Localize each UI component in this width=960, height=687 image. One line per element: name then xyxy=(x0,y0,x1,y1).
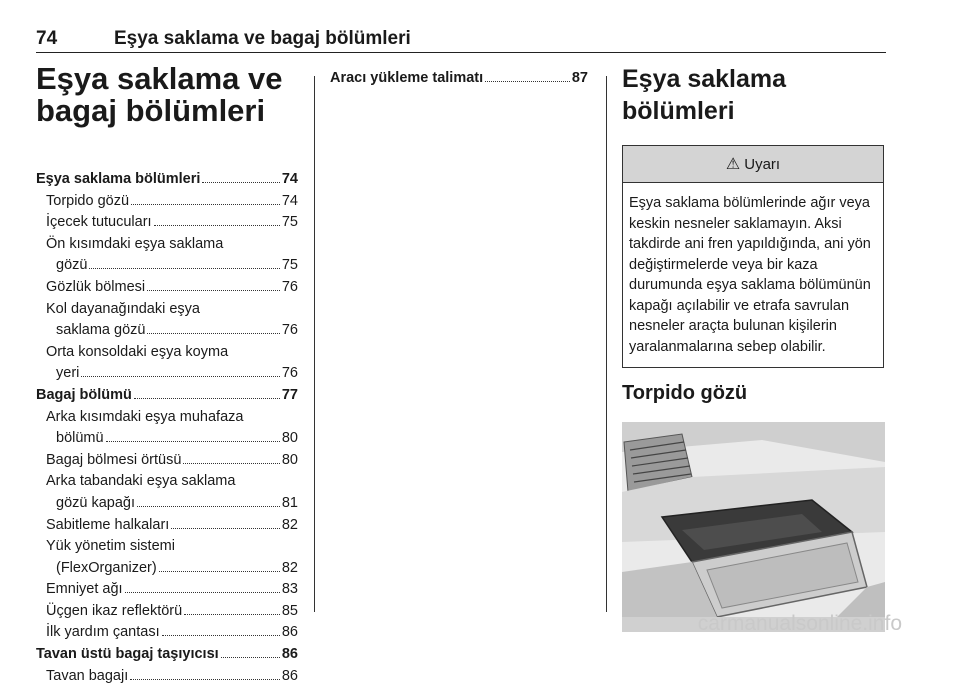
toc-leader-dots xyxy=(154,225,280,226)
toc-section-entry xyxy=(36,644,298,666)
toc-leader-dots xyxy=(202,182,279,183)
toc-entry-text: Bagaj bölümü xyxy=(36,386,132,403)
toc-entry-text: (FlexOrganizer) xyxy=(56,559,157,576)
toc-leader-dots xyxy=(162,635,280,636)
table-of-contents xyxy=(36,169,298,687)
toc-section-entry xyxy=(36,385,298,407)
toc-entry xyxy=(36,450,298,472)
toc-entry-text: Eşya saklama bölümleri xyxy=(36,171,201,187)
toc-section-entry xyxy=(36,169,298,191)
toc-entry-text: Tavan üstü bagaj taşıyıcısı xyxy=(36,646,219,663)
toc-page-number: 86 xyxy=(281,667,298,684)
toc-entry-line xyxy=(36,385,298,407)
chapter-title-line: Eşya saklama ve xyxy=(36,61,283,96)
toc-leader-dots xyxy=(147,290,280,291)
toc-page-number: 75 xyxy=(281,257,298,274)
toc-entry-text: gözü kapağı xyxy=(56,494,136,511)
toc-entry-line xyxy=(46,428,298,450)
warning-triangle-icon: ⚠ xyxy=(725,156,741,173)
toc-entry-text: Yük yönetim sistemi xyxy=(46,538,175,555)
toc-entry-text: İçecek tutucuları xyxy=(46,214,152,231)
toc-entry-text: yeri xyxy=(56,365,80,382)
toc-entry-line xyxy=(46,493,298,515)
toc-page-number: 75 xyxy=(281,214,298,231)
toc-entry xyxy=(36,536,298,579)
toc-page-number: 76 xyxy=(281,322,298,339)
warning-label: Uyarı xyxy=(744,155,781,173)
toc-page-number: 81 xyxy=(281,494,298,511)
toc-entry-text: Tavan bagajı xyxy=(46,667,129,684)
toc-entry xyxy=(36,515,298,537)
toc-leader-dots xyxy=(137,506,280,507)
toc-entry-line xyxy=(46,212,298,234)
toc-page-number: 82 xyxy=(281,559,298,576)
toc-entry xyxy=(36,191,298,213)
toc-entry-line xyxy=(46,363,298,385)
toc-entry-text: Kol dayanağındaki eşya xyxy=(46,300,200,317)
toc-leader-dots xyxy=(81,376,279,377)
toc-page-number: 77 xyxy=(281,386,298,403)
toc-entry-line xyxy=(46,579,298,601)
column-divider-right xyxy=(606,76,607,612)
toc-entry xyxy=(36,471,298,514)
toc-leader-dots xyxy=(106,441,280,442)
toc-leader-dots xyxy=(183,463,279,464)
header-title: Eşya saklama ve bagaj bölümleri xyxy=(114,28,411,49)
toc-entry-line xyxy=(46,320,298,342)
toc-entry-text: İlk yardım çantası xyxy=(46,624,160,641)
toc-entry xyxy=(36,212,298,234)
toc-entry-text: Arka tabandaki eşya saklama xyxy=(46,473,236,490)
toc-entry-text: Emniyet ağı xyxy=(46,581,123,598)
toc-page-number: 74 xyxy=(281,192,298,209)
toc-entry-line xyxy=(330,68,588,90)
toc-column xyxy=(36,63,298,687)
toc-leader-dots xyxy=(221,657,280,658)
toc-entry-line xyxy=(46,601,298,623)
toc-column-2 xyxy=(330,68,588,90)
toc-entry xyxy=(36,277,298,299)
toc-entry-text: Arka kısımdaki eşya muhafaza xyxy=(46,408,244,425)
warning-header xyxy=(623,146,883,183)
chapter-title xyxy=(36,63,298,127)
toc-page-number: 74 xyxy=(281,171,298,187)
toc-entry-line xyxy=(46,558,298,580)
chapter-title-line: bagaj bölümleri xyxy=(36,93,266,128)
toc-leader-dots xyxy=(147,333,279,334)
toc-entry xyxy=(36,622,298,644)
toc-entry xyxy=(36,234,298,277)
toc-page-number: 80 xyxy=(281,451,298,468)
toc-entry-text: Ön kısımdaki eşya saklama xyxy=(46,235,224,252)
toc-leader-dots xyxy=(125,592,280,593)
warning-text: Eşya saklama bölümlerinde ağır veya keskin nesneler saklamayın. Aksi takdirde ani fren yapıldığında, ani yön değiştirmelerde veya bir kaza durumunda eşya saklama bölümünün kapağı açılabilir ve etrafa savrulan nesneler araçta bulunan kişilerin yaralanmalarına sebep olabilir. xyxy=(629,195,871,355)
toc-entry-text: Orta konsoldaki eşya koyma xyxy=(46,343,229,360)
toc-entry-line xyxy=(36,644,298,666)
toc-entry xyxy=(36,407,298,450)
toc-entry-text: saklama gözü xyxy=(56,322,146,339)
glovebox-photo xyxy=(622,422,885,632)
toc-entry xyxy=(36,579,298,601)
toc-entry xyxy=(36,601,298,623)
toc-leader-dots xyxy=(89,268,279,269)
toc-page-number: 76 xyxy=(281,278,298,295)
toc-entry-text: Üçgen ikaz reflektörü xyxy=(46,602,183,619)
toc-entry xyxy=(36,342,298,385)
toc-page-number: 87 xyxy=(571,70,588,86)
glovebox-illustration xyxy=(622,422,885,632)
toc-page-number: 86 xyxy=(281,624,298,641)
table-of-contents-continued xyxy=(330,68,588,90)
warning-box xyxy=(622,145,884,368)
page-number: 74 xyxy=(36,28,58,49)
toc-entry-text: Bagaj bölmesi örtüsü xyxy=(46,451,182,468)
column-divider-left xyxy=(314,76,315,612)
subsection-title: Torpido gözü xyxy=(622,382,748,404)
toc-leader-dots xyxy=(131,204,280,205)
toc-leader-dots xyxy=(171,528,280,529)
toc-page-number: 82 xyxy=(281,516,298,533)
toc-entry-text: Sabitleme halkaları xyxy=(46,516,170,533)
toc-entry-text: Aracı yükleme talimatı xyxy=(330,70,484,86)
watermark: carmanualsonline.info xyxy=(697,612,902,635)
toc-page-number: 83 xyxy=(281,581,298,598)
toc-entry-line xyxy=(46,255,298,277)
section-title: Eşya saklama bölümleri xyxy=(622,65,787,125)
toc-page-number: 85 xyxy=(281,602,298,619)
toc-leader-dots xyxy=(485,81,570,82)
page-header xyxy=(36,26,886,53)
toc-entry-line xyxy=(46,515,298,537)
toc-page-number: 86 xyxy=(281,646,298,663)
content-column xyxy=(622,63,885,632)
toc-entry-text: bölümü xyxy=(56,430,104,447)
toc-entry-line xyxy=(46,622,298,644)
toc-page-number: 76 xyxy=(281,365,298,382)
toc-leader-dots xyxy=(159,571,280,572)
toc-entry-line xyxy=(46,666,298,687)
toc-entry-line xyxy=(46,191,298,213)
toc-entry-line xyxy=(46,277,298,299)
toc-entry-text: gözü xyxy=(56,257,88,274)
toc-entry-text: Gözlük bölmesi xyxy=(46,278,146,295)
toc-section-entry xyxy=(330,68,588,90)
toc-leader-dots xyxy=(130,679,280,680)
toc-entry-text: Torpido gözü xyxy=(46,192,130,209)
toc-entry-line xyxy=(36,169,298,191)
toc-leader-dots xyxy=(184,614,280,615)
toc-entry xyxy=(36,666,298,687)
toc-entry xyxy=(36,299,298,342)
toc-page-number: 80 xyxy=(281,430,298,447)
toc-leader-dots xyxy=(134,398,280,399)
toc-entry-line xyxy=(46,450,298,472)
